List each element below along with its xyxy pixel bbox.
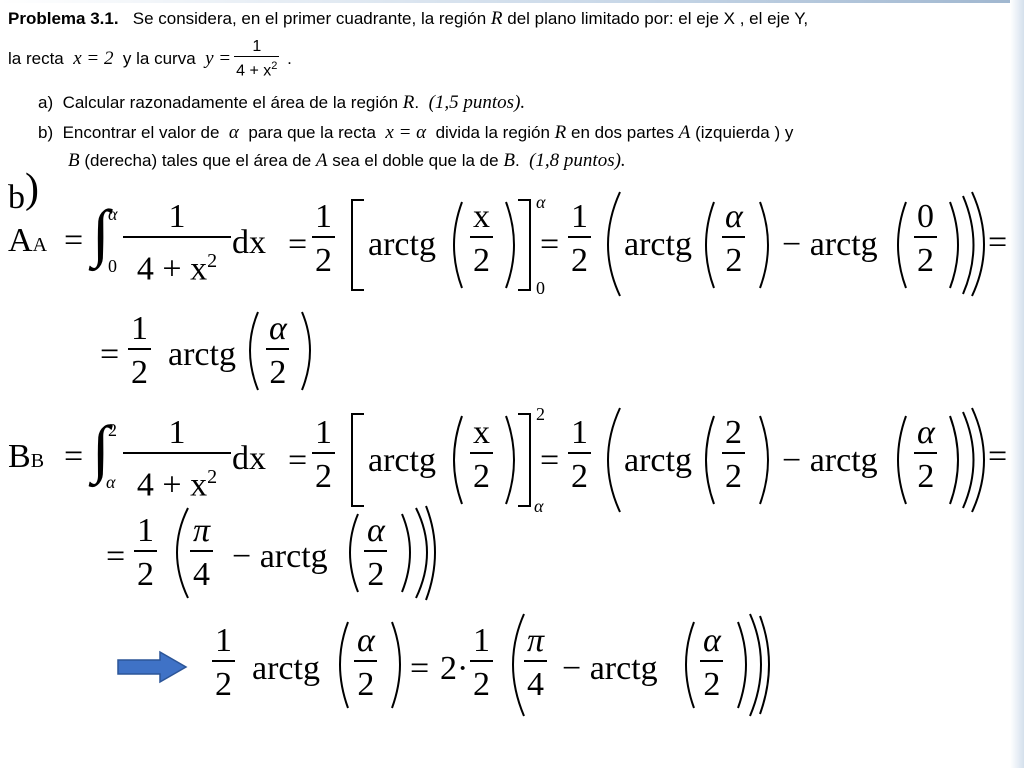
fraction-alpha-2-2: $\frac{\alpha}{2}$ [266, 310, 290, 392]
fraction-alpha-2-1: $\frac{\alpha}{2}$ [722, 198, 746, 280]
minus-arctg-3: − arctg [232, 538, 328, 575]
equals-3: = [540, 226, 560, 263]
fraction-alpha-2-5: $\frac{\alpha}{2}$ [354, 622, 378, 704]
dx-2: dx [232, 440, 266, 477]
integral-2-lower: α [106, 472, 116, 492]
paren-r-3 [950, 202, 958, 288]
equals-11: = [410, 650, 430, 687]
fraction-x-2-2: $\frac{x}{2}$ [470, 414, 493, 496]
integral-2-upper: 2 [108, 420, 117, 440]
integral-1-lower: 0 [108, 256, 117, 276]
paren-l-6 [706, 416, 714, 504]
bracket-b-lower: α [534, 496, 544, 516]
bracket-a-upper: α [536, 192, 546, 212]
equals-10: = [106, 538, 126, 575]
fraction-half-5: $\frac{1}{2}$ [568, 414, 591, 496]
paren-big-l-2 [608, 408, 620, 512]
problem-item-b-line-2: B (derecha) tales que el área de A sea el doble que la de B. (1,8 puntos). [68, 150, 626, 171]
paren-l-7 [898, 416, 906, 504]
equals-9: = [988, 438, 1008, 475]
paren-big-l-1 [608, 192, 620, 296]
arctg-3: arctg [168, 336, 236, 373]
fraction-1: $\frac{1}{4 + x^2}$ [126, 198, 228, 288]
equals-5: = [100, 336, 120, 373]
paren-l-5 [454, 416, 462, 504]
integral-1: ∫ [92, 197, 110, 268]
bracket-right-b [518, 414, 530, 506]
paren-l-10 [686, 622, 694, 708]
bracket-a-lower: 0 [536, 278, 545, 298]
arctg-1: arctg [368, 226, 436, 263]
implies-arrow-icon [116, 650, 188, 684]
paren-r-4 [302, 312, 310, 390]
minus-arctg-1: − arctg [782, 226, 878, 263]
paren-l-1 [454, 202, 462, 288]
equals-8: = [540, 442, 560, 479]
paren-r-9 [392, 622, 400, 708]
paren-l-4 [250, 312, 258, 390]
fraction-0-2: $\frac{0}{2}$ [914, 198, 937, 280]
arctg-4: arctg [368, 442, 436, 479]
fraction-x-2-1: $\frac{x}{2}$ [470, 198, 493, 280]
equals-7: = [288, 442, 308, 479]
paren-l-8 [350, 514, 358, 592]
fraction-pi-4-2: $\frac{\pi}{4}$ [524, 622, 547, 704]
minus-arctg-4: − arctg [562, 650, 658, 687]
bracket-left-b [352, 414, 364, 506]
fraction-2: $\frac{1}{4 + x^2}$ [126, 414, 228, 504]
fraction-half-2: $\frac{1}{2}$ [568, 198, 591, 280]
symbol-A-B: BB [8, 438, 45, 475]
problem-line-2: la recta x = 2 y la curva y = $\frac{1}{4 + x^2}$ . [8, 38, 292, 80]
integral-1-upper: α [108, 204, 118, 224]
symbol-A-A: AA [8, 222, 48, 259]
fraction-half-7: $\frac{1}{2}$ [212, 622, 235, 704]
paren-r-7 [950, 416, 958, 504]
arctg-6: arctg [252, 650, 320, 687]
paren-r-2 [760, 202, 768, 288]
paren-big-l-3 [177, 508, 188, 598]
problem-item-b-line-1: b) Encontrar el valor de α para que la recta x = α divida la región R en dos partes A (izquierda ) y [38, 122, 794, 143]
bracket-right-a [518, 200, 530, 290]
fraction-half-6: $\frac{1}{2}$ [134, 512, 157, 594]
fraction-alpha-2-3: $\frac{\alpha}{2}$ [914, 414, 938, 496]
curve-fraction: $\frac{1}{4 + x^2}$ [236, 38, 278, 80]
part-b-label: b) [8, 166, 39, 216]
equals-6: = [64, 438, 84, 475]
paren-l-3 [898, 202, 906, 288]
paren-l-2 [706, 202, 714, 288]
arctg-5: arctg [624, 442, 692, 479]
paren-big-l-4 [513, 614, 524, 716]
fraction-half-4: $\frac{1}{2}$ [312, 414, 335, 496]
factor-two: 2· [440, 650, 469, 687]
fraction-alpha-2-6: $\frac{\alpha}{2}$ [700, 622, 724, 704]
bracket-b-upper: 2 [536, 404, 545, 424]
minus-arctg-2: − arctg [782, 442, 878, 479]
equals-2: = [288, 226, 308, 263]
paren-r-5 [506, 416, 514, 504]
paren-r-1 [506, 202, 514, 288]
fraction-alpha-2-4: $\frac{\alpha}{2}$ [364, 512, 388, 594]
arctg-2: arctg [624, 226, 692, 263]
fraction-half-3: $\frac{1}{2}$ [128, 310, 151, 392]
fraction-2-2: $\frac{2}{2}$ [722, 414, 745, 496]
equals-1: = [64, 222, 84, 259]
problem-line-1: Problema 3.1. Se considera, en el primer cuadrante, la región R del plano limitado por: el eje X , el eje Y, [8, 8, 809, 29]
fraction-half-8: $\frac{1}{2}$ [470, 622, 493, 704]
problem-item-a: a) Calcular razonadamente el área de la región R. (1,5 puntos). [38, 92, 526, 113]
dx-1: dx [232, 224, 266, 261]
paren-big-r-4 [750, 614, 761, 716]
paren-r-10 [738, 622, 746, 708]
paren-r-8 [402, 514, 410, 592]
paren-big-r-3 [416, 508, 427, 598]
equals-4: = [988, 224, 1008, 261]
problem-heading: Problema 3.1. [8, 9, 119, 28]
paren-r-6 [760, 416, 768, 504]
bracket-left-a [352, 200, 364, 290]
integral-2: ∫ [92, 413, 110, 484]
paren-r-3b [963, 196, 974, 294]
fraction-half-1: $\frac{1}{2}$ [312, 198, 335, 280]
paren-l-9 [340, 622, 348, 708]
fraction-pi-4-1: $\frac{\pi}{4}$ [190, 512, 213, 594]
paren-r-7b [963, 412, 974, 508]
